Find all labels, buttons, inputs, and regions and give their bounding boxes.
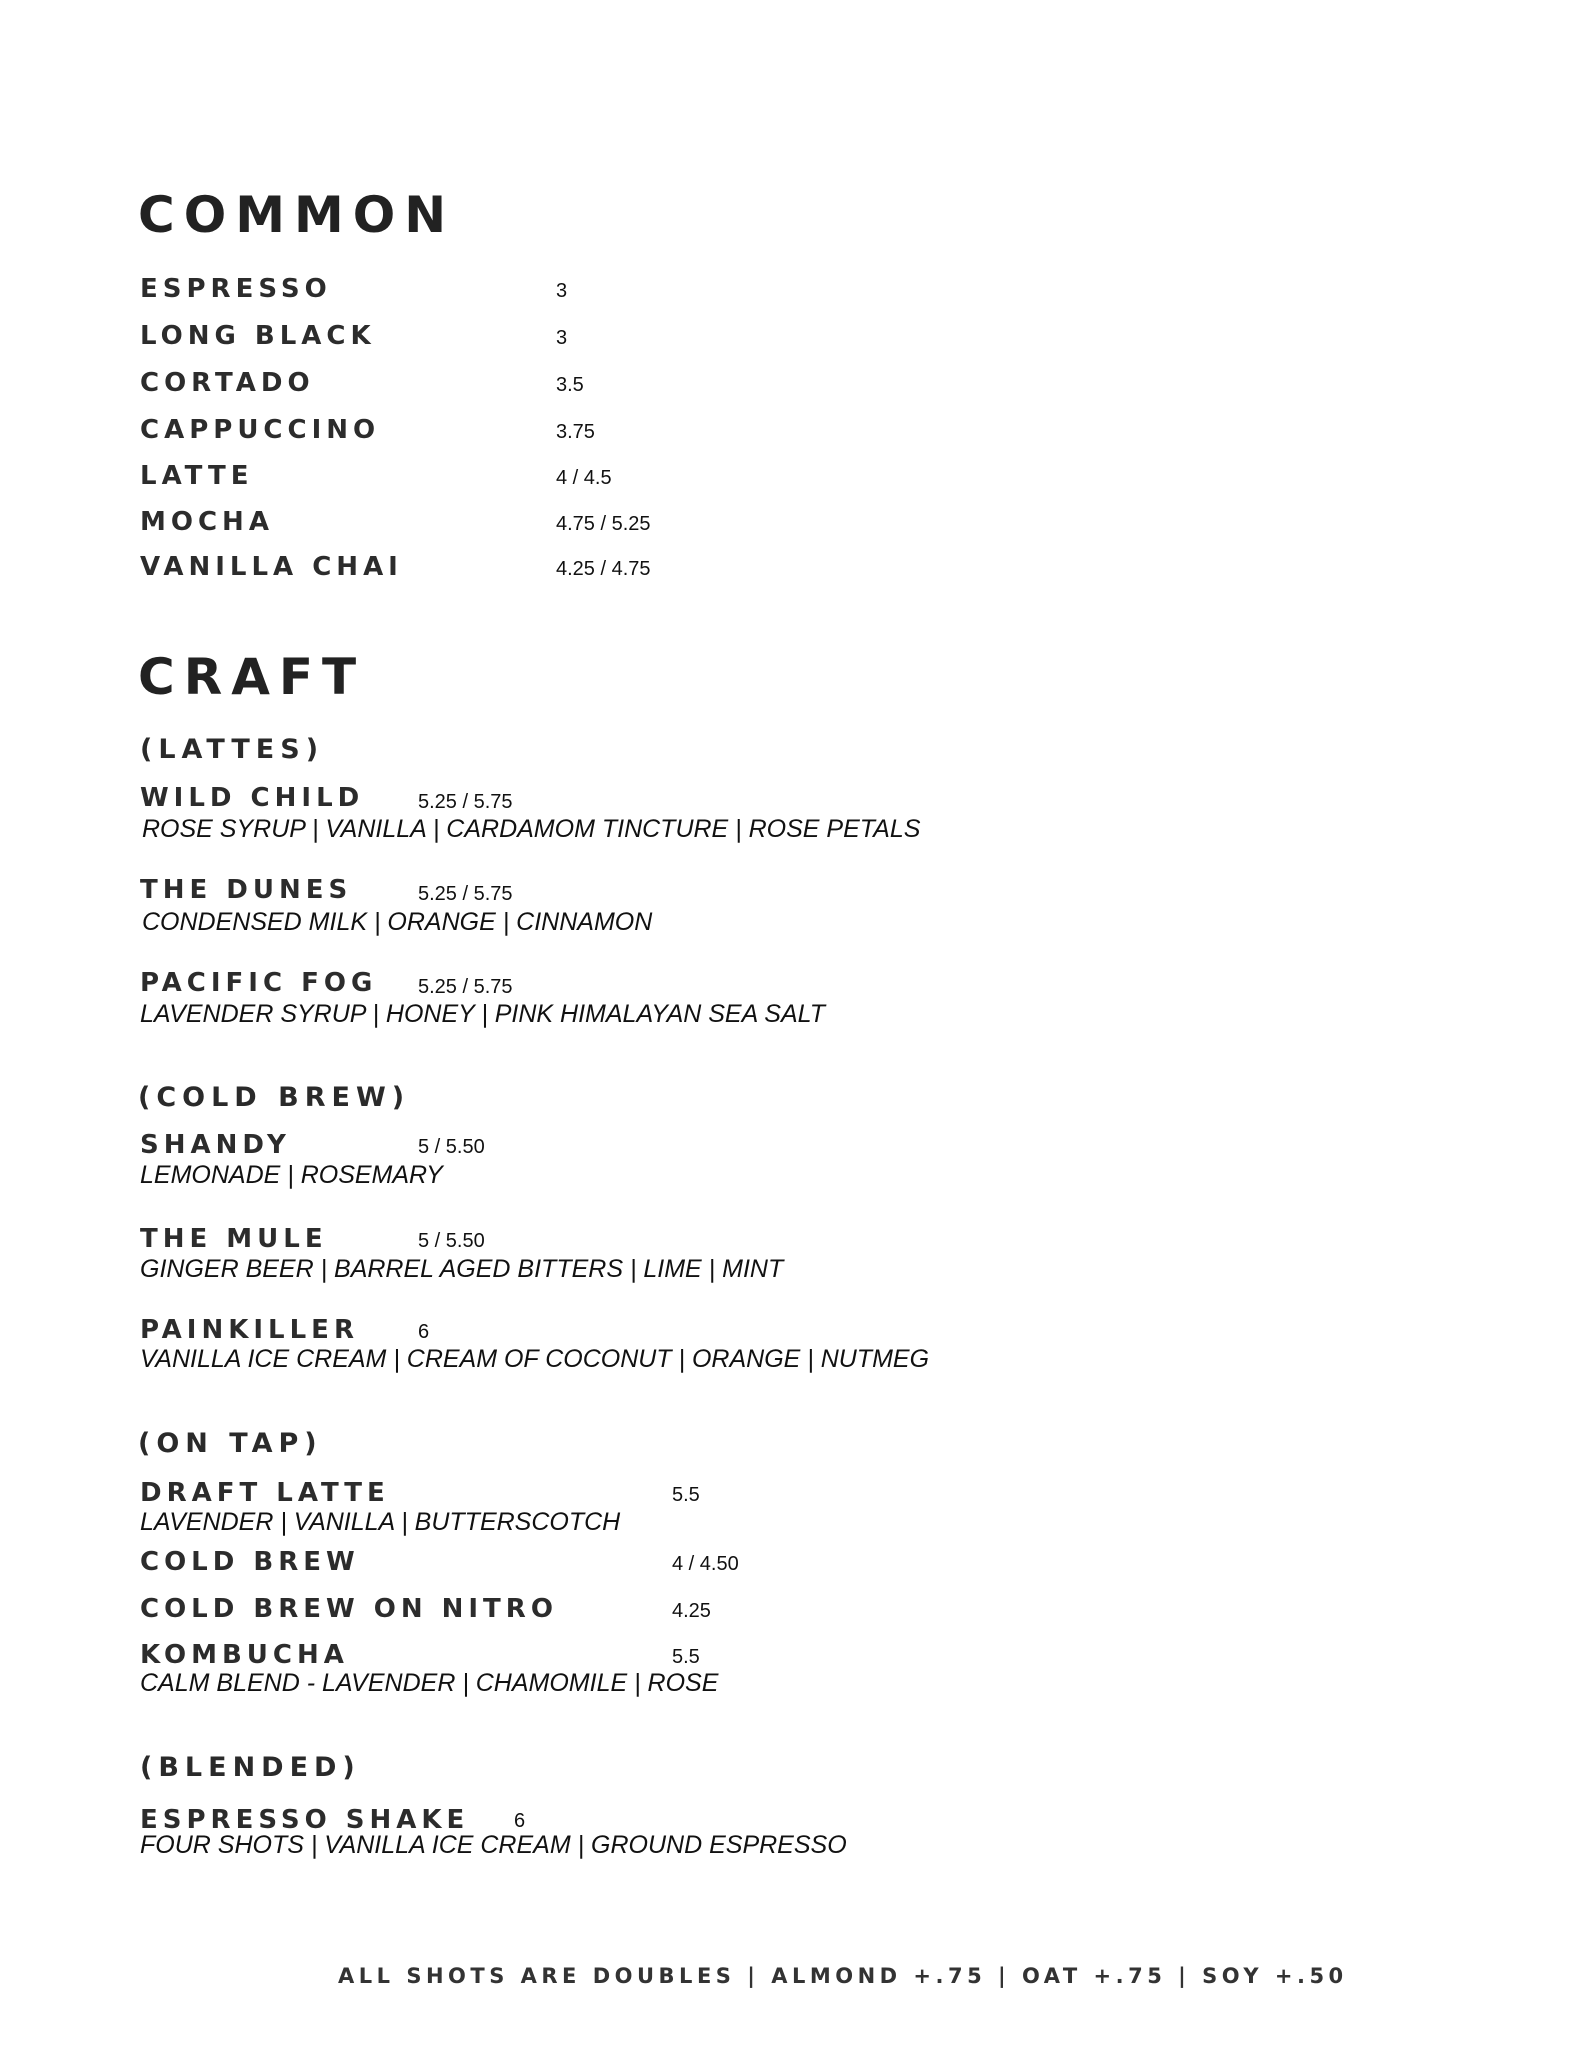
menu-item-price: 4.25 <box>672 1600 711 1622</box>
menu-item-price: 4 / 4.50 <box>672 1553 739 1575</box>
menu-item-price: 6 <box>514 1810 526 1832</box>
menu-item-name: MOCHA <box>140 507 274 537</box>
menu-item-price: 4.25 / 4.75 <box>556 558 651 580</box>
menu-item-name: COLD BREW <box>140 1547 360 1577</box>
menu-item-price: 5.25 / 5.75 <box>418 976 513 998</box>
craft-title: CRAFT <box>138 648 366 706</box>
menu-item-name: COLD BREW ON NITRO <box>140 1594 558 1624</box>
menu-item-description: VANILLA ICE CREAM | CREAM OF COCONUT | ORANGE | NUTMEG <box>140 1345 930 1373</box>
menu-item-price: 5.5 <box>672 1484 700 1506</box>
menu-item-description: ROSE SYRUP | VANILLA | CARDAMOM TINCTURE | ROSE PETALS <box>142 815 921 843</box>
menu-item-description: GINGER BEER | BARREL AGED BITTERS | LIME | MINT <box>140 1255 784 1283</box>
menu-item-description: LEMONADE | ROSEMARY <box>140 1161 443 1189</box>
menu-item-description: CALM BLEND - LAVENDER | CHAMOMILE | ROSE <box>140 1669 719 1697</box>
menu-item-name: WILD CHILD <box>140 783 365 813</box>
menu-item-price: 5.25 / 5.75 <box>418 791 513 813</box>
menu-item-price: 5.25 / 5.75 <box>418 883 513 905</box>
menu-item-price: 3 <box>556 280 568 302</box>
menu-item-price: 5 / 5.50 <box>418 1230 485 1252</box>
menu-item-name: CAPPUCCINO <box>140 415 381 445</box>
section-heading-on-tap: (ON TAP) <box>138 1428 323 1459</box>
section-heading-lattes: (LATTES) <box>140 734 325 765</box>
menu-item-name: PACIFIC FOG <box>140 968 378 998</box>
menu-item-price: 3 <box>556 327 568 349</box>
menu-item-name: DRAFT LATTE <box>140 1478 390 1508</box>
menu-item-name: LATTE <box>140 461 254 491</box>
menu-item-price: 4 / 4.5 <box>556 467 612 489</box>
section-heading-blended: (BLENDED) <box>140 1752 361 1783</box>
section-heading-cold-brew: (COLD BREW) <box>138 1082 411 1113</box>
menu-item-description: FOUR SHOTS | VANILLA ICE CREAM | GROUND ESPRESSO <box>140 1831 847 1859</box>
menu-item-name: SHANDY <box>140 1130 291 1160</box>
menu-item-name: THE MULE <box>140 1224 328 1254</box>
menu-item-price: 4.75 / 5.25 <box>556 513 651 535</box>
common-title: COMMON <box>138 186 456 244</box>
menu-item-price: 3.5 <box>556 374 584 396</box>
menu-item-name: ESPRESSO SHAKE <box>140 1805 470 1835</box>
menu-item-price: 3.75 <box>556 421 595 443</box>
menu-item-name: KOMBUCHA <box>140 1640 349 1670</box>
menu-item-description: CONDENSED MILK | ORANGE | CINNAMON <box>142 908 653 936</box>
menu-item-description: LAVENDER SYRUP | HONEY | PINK HIMALAYAN SEA SALT <box>140 1000 825 1028</box>
menu-item-price: 6 <box>418 1321 430 1343</box>
menu-item-name: LONG BLACK <box>140 321 376 351</box>
menu-item-price: 5 / 5.50 <box>418 1136 485 1158</box>
menu-item-name: VANILLA CHAI <box>140 552 403 582</box>
menu-item-name: THE DUNES <box>140 875 353 905</box>
menu-item-name: PAINKILLER <box>140 1315 359 1345</box>
menu-item-name: CORTADO <box>140 368 315 398</box>
menu-item-price: 5.5 <box>672 1646 700 1668</box>
menu-item-name: ESPRESSO <box>140 274 332 304</box>
footer-note: ALL SHOTS ARE DOUBLES | ALMOND +.75 | OAT +.75 | SOY +.50 <box>338 1964 1348 1988</box>
menu-item-description: LAVENDER | VANILLA | BUTTERSCOTCH <box>140 1508 621 1536</box>
